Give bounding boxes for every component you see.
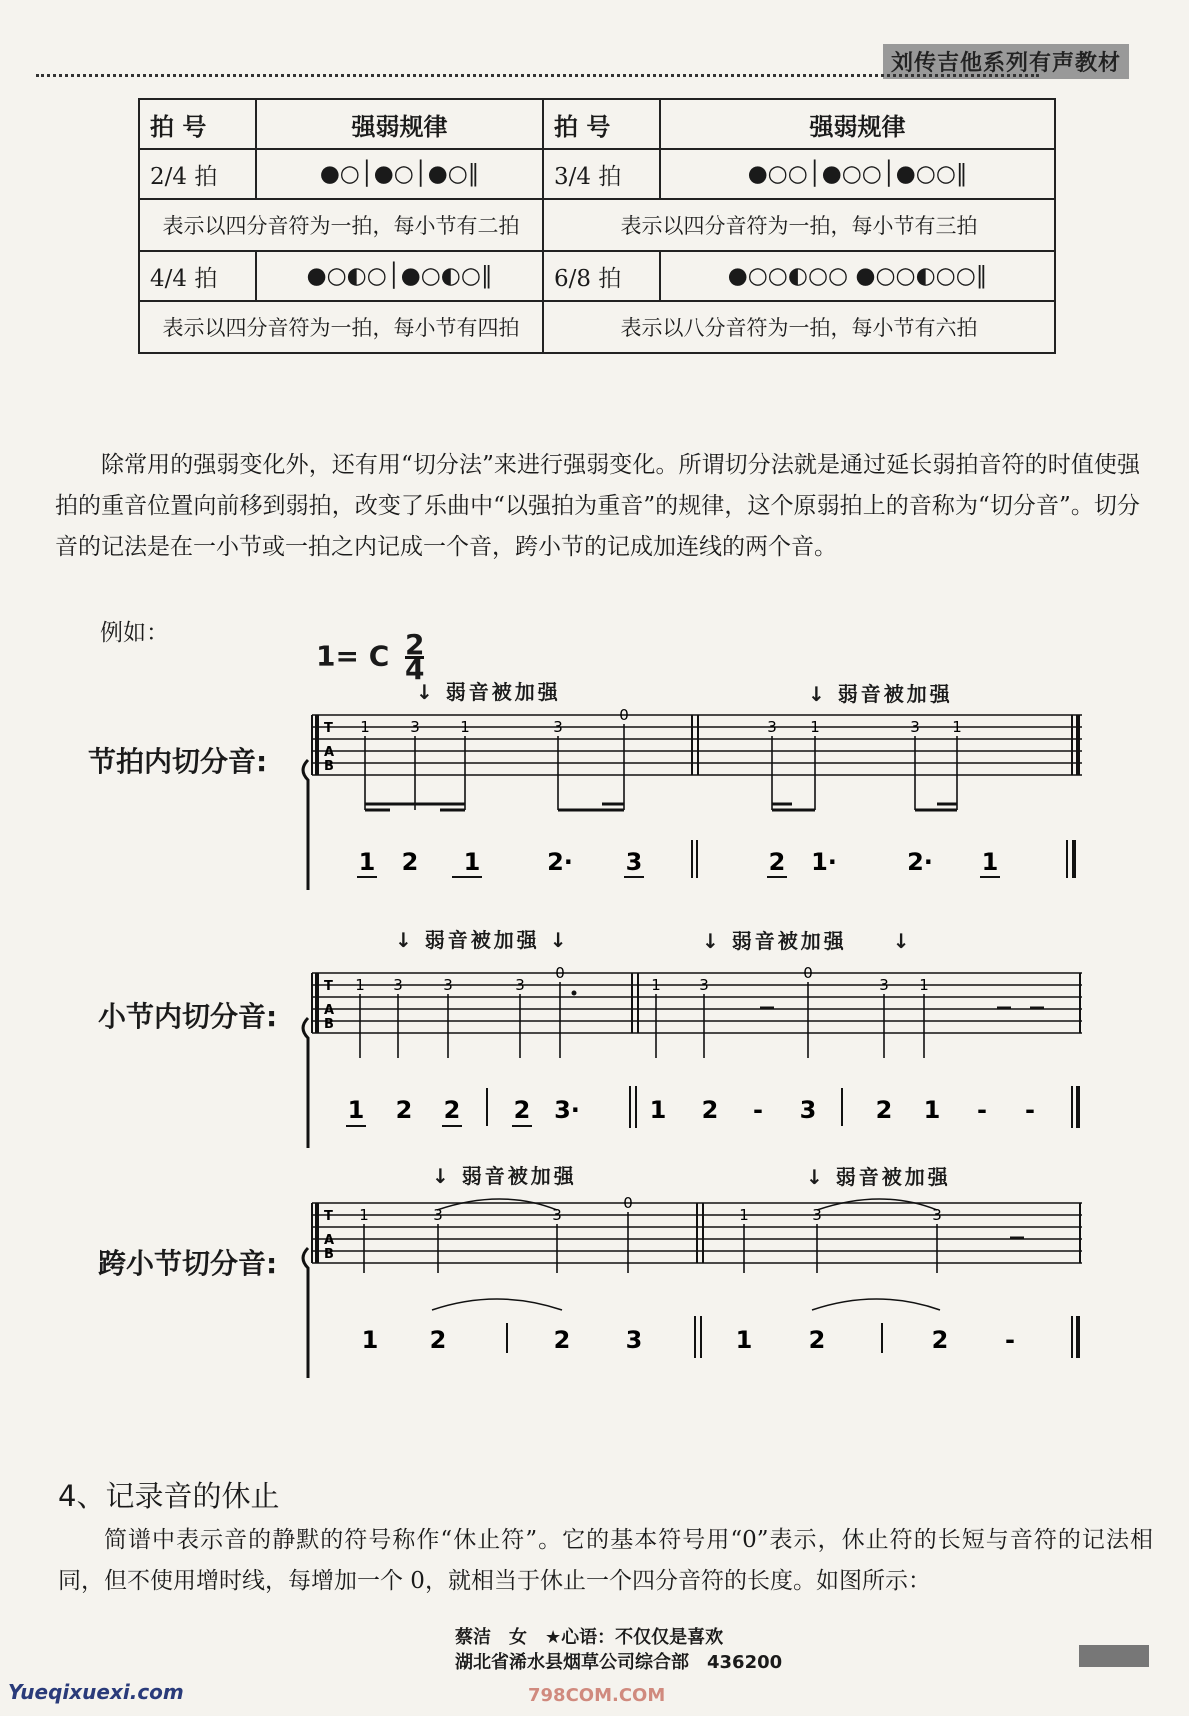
tab-letter: T	[324, 721, 333, 736]
example-1-notation	[312, 706, 1082, 890]
tab-number: 3	[812, 1206, 822, 1224]
tab-number: 0	[555, 964, 565, 982]
tab-letter: T	[324, 979, 333, 994]
header-time-signature: 拍 号	[543, 99, 660, 149]
jianpu-note: 2	[395, 1096, 413, 1124]
example-2-notation	[312, 964, 1082, 1148]
description-cell: 表示以八分音符为一拍，每小节有六拍	[543, 301, 1055, 353]
jianpu-note: 2	[513, 1096, 531, 1124]
syncopation-paragraph	[55, 445, 1140, 568]
arrow-annotation	[702, 925, 913, 954]
down-arrow-icon: ↓	[806, 1165, 836, 1189]
annotation-text: 弱音被加强	[731, 929, 847, 953]
tab-number: 1	[739, 1206, 749, 1224]
jianpu-note: 2	[429, 1326, 447, 1354]
example-label: 例如：	[100, 620, 169, 646]
arrow-annotation	[432, 1160, 577, 1189]
tab-number: 1	[360, 718, 370, 736]
pattern-cell: ●○○◐○○ ●○○◐○○‖	[660, 251, 1055, 301]
time-top: 2	[405, 628, 425, 661]
jianpu-note: 2	[875, 1096, 893, 1124]
tab-number: 1	[919, 976, 929, 994]
tab-letter: A	[324, 1003, 335, 1018]
tab-letter: T	[324, 1209, 333, 1224]
header-pattern: 强弱规律	[256, 99, 543, 149]
tab-number: 3	[553, 718, 563, 736]
tab-number: 1	[359, 1206, 369, 1224]
tab-number: 1	[952, 718, 962, 736]
jianpu-note: 1·	[811, 848, 837, 876]
section-title: 4、记录音的休止	[58, 1479, 280, 1513]
annotation-text: 弱音被加强	[835, 1165, 951, 1189]
jianpu-note: 2	[553, 1326, 571, 1354]
tab-number: 3	[433, 1206, 443, 1224]
key-text: 1= C	[316, 639, 390, 673]
tab-number: 1	[651, 976, 661, 994]
tab-number: 1	[810, 718, 820, 736]
annotation-text: 弱音被加强	[424, 928, 540, 952]
tab-letter: A	[324, 1233, 335, 1248]
time-signature-cell: 3/4 拍	[543, 149, 660, 199]
footer-info	[455, 1625, 782, 1675]
jianpu-note: -	[1005, 1326, 1015, 1354]
jianpu-note: 1	[923, 1096, 941, 1124]
tab-number: 3	[515, 976, 525, 994]
footer-line: 湖北省浠水县烟草公司综合部 436200	[455, 1652, 783, 1673]
time-bottom: 4	[405, 653, 425, 686]
down-arrow-icon: ↓	[846, 929, 913, 953]
tab-number: 1	[460, 718, 470, 736]
down-arrow-icon: ↓	[539, 928, 570, 952]
tab-number: 3	[393, 976, 403, 994]
jianpu-note: 3	[625, 1326, 643, 1354]
paragraph-text: 除常用的强弱变化外，还有用“切分法”来进行强弱变化。所谓切分法就是通过延长弱拍音符的时值使强拍的重音位置向前移到弱拍，改变了乐曲中“以强拍为重音”的规律，这个原弱拍上的音称为“切分音”。切分音的记法是在一小节或一拍之内记成一个音，跨小节的记成加连线的两个音。	[55, 452, 1140, 560]
pattern-cell: ●○◐○│●○◐○‖	[256, 251, 543, 301]
arrow-annotation	[806, 1161, 951, 1190]
jianpu-note: 2	[808, 1326, 826, 1354]
tab-number: 3	[443, 976, 453, 994]
page-number-badge	[1079, 1645, 1149, 1667]
time-signature	[405, 628, 425, 686]
jianpu-note: -	[1025, 1096, 1035, 1124]
jianpu-note: 1	[361, 1326, 379, 1354]
arrow-annotation	[808, 678, 953, 707]
table-row	[139, 301, 1055, 353]
jianpu-note: 2	[931, 1326, 949, 1354]
description-cell: 表示以四分音符为一拍，每小节有二拍	[139, 199, 543, 251]
tab-number: 3	[910, 718, 920, 736]
tab-number: 0	[619, 706, 629, 724]
jianpu-note: 3	[625, 848, 643, 876]
example-3-notation	[312, 1194, 1082, 1378]
jianpu-note: -	[977, 1096, 987, 1124]
header-pattern: 强弱规律	[660, 99, 1055, 149]
example-2-label: 小节内切分音:	[98, 1000, 278, 1033]
pattern-cell: ●○│●○│●○‖	[256, 149, 543, 199]
pattern-cell: ●○○│●○○│●○○‖	[660, 149, 1055, 199]
description-cell: 表示以四分音符为一拍，每小节有三拍	[543, 199, 1055, 251]
tab-letter: B	[324, 759, 334, 774]
table-row	[139, 251, 1055, 301]
jianpu-note: 2	[401, 848, 419, 876]
time-signature-cell: 2/4 拍	[139, 149, 256, 199]
tab-number: 3	[879, 976, 889, 994]
down-arrow-icon: ↓	[702, 929, 732, 953]
description-cell: 表示以四分音符为一拍，每小节有四拍	[139, 301, 543, 353]
jianpu-note: 2	[701, 1096, 719, 1124]
jianpu-note: 2·	[547, 848, 573, 876]
tab-number: 3	[699, 976, 709, 994]
watermark-center: 798COM.COM	[528, 1685, 666, 1706]
jianpu-note: 1	[649, 1096, 667, 1124]
key-signature	[316, 628, 425, 686]
header-time-signature: 拍 号	[139, 99, 256, 149]
jianpu-note: 1	[347, 1096, 365, 1124]
tab-letter: B	[324, 1017, 334, 1032]
tab-letter: A	[324, 745, 335, 760]
down-arrow-icon: ↓	[808, 682, 838, 706]
annotation-text: 弱音被加强	[837, 682, 953, 706]
time-signature-cell: 4/4 拍	[139, 251, 256, 301]
tab-number: 1	[355, 976, 365, 994]
example-3-label: 跨小节切分音:	[98, 1247, 278, 1280]
jianpu-note: 2	[768, 848, 786, 876]
jianpu-note: 2	[443, 1096, 461, 1124]
annotation-text: 弱音被加强	[445, 680, 561, 704]
series-title: 刘传吉他系列有声教材	[883, 44, 1129, 79]
jianpu-note: 1	[981, 848, 999, 876]
tab-number: 3	[552, 1206, 562, 1224]
table-row	[139, 199, 1055, 251]
tab-number: 0	[803, 964, 813, 982]
tab-letter: B	[324, 1247, 334, 1262]
jianpu-note: 1	[463, 848, 481, 876]
example-1-label: 节拍内切分音:	[88, 745, 268, 778]
jianpu-note: 1	[358, 848, 376, 876]
arrow-annotation	[395, 924, 569, 953]
beat-pattern-table	[138, 98, 1056, 354]
footer-line: 蔡洁 女 ★心语：不仅仅是喜欢	[455, 1627, 724, 1648]
jianpu-note: 3	[799, 1096, 817, 1124]
watermark-left: Yueqixuexi.com	[8, 1680, 184, 1704]
tab-number: 0	[623, 1194, 633, 1212]
tab-number: 3	[767, 718, 777, 736]
time-signature-cell: 6/8 拍	[543, 251, 660, 301]
rest-paragraph	[58, 1520, 1153, 1602]
tab-number: 3	[410, 718, 420, 736]
down-arrow-icon: ↓	[432, 1164, 462, 1188]
table-row	[139, 149, 1055, 199]
down-arrow-icon: ↓	[395, 928, 425, 952]
jianpu-note: 3·	[554, 1096, 580, 1124]
jianpu-note: 2·	[907, 848, 933, 876]
paragraph-text: 简谱中表示音的静默的符号称作“休止符”。它的基本符号用“0”表示，休止符的长短与音符的记法相同，但不使用增时线，每增加一个 0，就相当于休止一个四分音符的长度。如图所示：	[58, 1527, 1153, 1594]
down-arrow-icon: ↓	[416, 680, 446, 704]
jianpu-note: 1	[735, 1326, 753, 1354]
arrow-annotation	[416, 676, 561, 705]
jianpu-note: -	[753, 1096, 763, 1124]
tab-number: 3	[932, 1206, 942, 1224]
header-divider	[36, 74, 1039, 77]
annotation-text: 弱音被加强	[461, 1164, 577, 1188]
table-header-row	[139, 99, 1055, 149]
